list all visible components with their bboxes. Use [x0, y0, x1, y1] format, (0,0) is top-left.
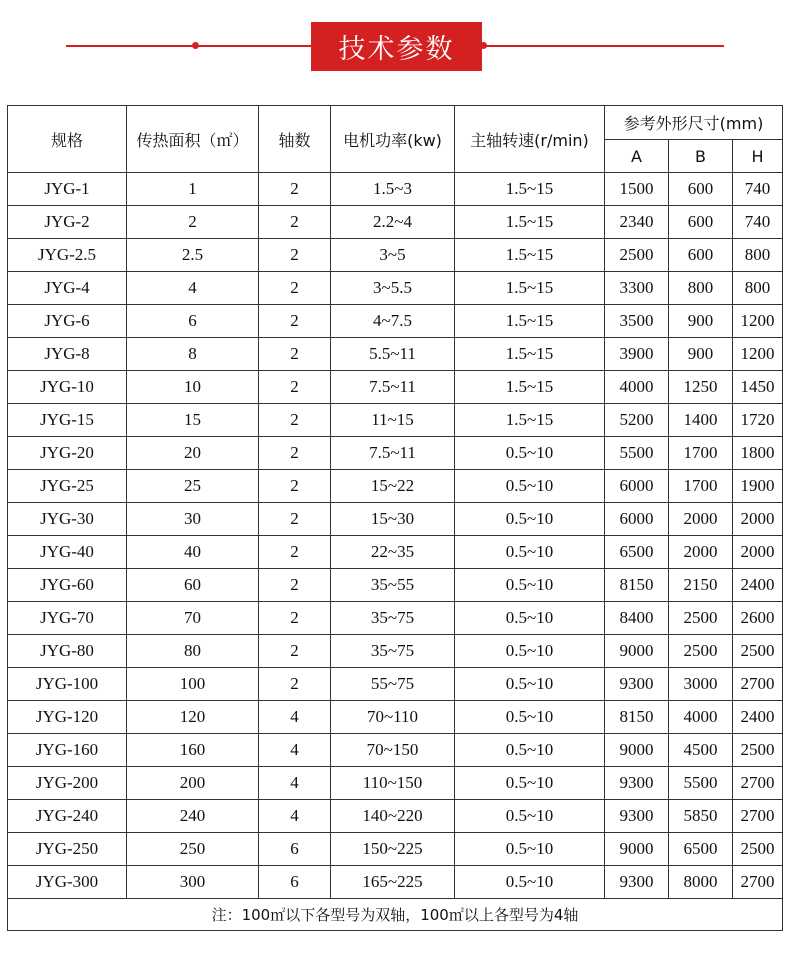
cell-dim-h: 2700 [733, 668, 783, 701]
header-speed: 主轴转速(r/min) [455, 106, 605, 173]
cell-power: 35~55 [331, 569, 455, 602]
cell-model: JYG-70 [8, 602, 127, 635]
cell-shafts: 6 [259, 833, 331, 866]
cell-power: 150~225 [331, 833, 455, 866]
cell-speed: 1.5~15 [455, 338, 605, 371]
cell-dim-a: 9000 [605, 734, 669, 767]
cell-dim-h: 1800 [733, 437, 783, 470]
cell-dim-h: 2400 [733, 569, 783, 602]
cell-power: 4~7.5 [331, 305, 455, 338]
table-row [8, 800, 783, 833]
cell-shafts: 2 [259, 569, 331, 602]
cell-model: JYG-200 [8, 767, 127, 800]
cell-dim-b: 900 [669, 305, 733, 338]
table-row [8, 470, 783, 503]
cell-dim-b: 800 [669, 272, 733, 305]
table-row [8, 602, 783, 635]
header-dim-a: A [605, 140, 669, 173]
cell-shafts: 4 [259, 734, 331, 767]
table-row [8, 404, 783, 437]
cell-dim-h: 1720 [733, 404, 783, 437]
cell-speed: 0.5~10 [455, 503, 605, 536]
cell-dim-h: 2600 [733, 602, 783, 635]
spec-table [7, 105, 783, 931]
cell-dim-h: 2700 [733, 866, 783, 899]
cell-dim-h: 2000 [733, 503, 783, 536]
cell-model: JYG-60 [8, 569, 127, 602]
table-row [8, 239, 783, 272]
cell-dim-a: 8150 [605, 569, 669, 602]
cell-model: JYG-4 [8, 272, 127, 305]
cell-speed: 1.5~15 [455, 305, 605, 338]
cell-area: 40 [127, 536, 259, 569]
cell-speed: 0.5~10 [455, 470, 605, 503]
cell-area: 2 [127, 206, 259, 239]
table-row [8, 536, 783, 569]
cell-model: JYG-300 [8, 866, 127, 899]
cell-power: 3~5.5 [331, 272, 455, 305]
cell-speed: 0.5~10 [455, 437, 605, 470]
table-row [8, 833, 783, 866]
spec-table-body [8, 173, 783, 899]
page-title: 技术参数 [311, 22, 482, 71]
table-row [8, 305, 783, 338]
title-dot-left [192, 42, 199, 49]
cell-dim-h: 2000 [733, 536, 783, 569]
cell-dim-h: 800 [733, 272, 783, 305]
cell-power: 1.5~3 [331, 173, 455, 206]
cell-model: JYG-40 [8, 536, 127, 569]
table-row [8, 503, 783, 536]
cell-dim-b: 600 [669, 239, 733, 272]
cell-speed: 0.5~10 [455, 767, 605, 800]
header-dim-h: H [733, 140, 783, 173]
table-row [8, 668, 783, 701]
cell-dim-b: 6500 [669, 833, 733, 866]
cell-speed: 1.5~15 [455, 404, 605, 437]
cell-dim-b: 2150 [669, 569, 733, 602]
cell-model: JYG-250 [8, 833, 127, 866]
cell-dim-a: 6000 [605, 470, 669, 503]
cell-dim-a: 2340 [605, 206, 669, 239]
cell-dim-h: 2700 [733, 767, 783, 800]
cell-area: 120 [127, 701, 259, 734]
cell-dim-b: 1700 [669, 470, 733, 503]
cell-speed: 0.5~10 [455, 734, 605, 767]
cell-model: JYG-20 [8, 437, 127, 470]
cell-dim-b: 600 [669, 173, 733, 206]
cell-area: 25 [127, 470, 259, 503]
table-row [8, 371, 783, 404]
cell-speed: 0.5~10 [455, 602, 605, 635]
table-row [8, 338, 783, 371]
cell-speed: 1.5~15 [455, 272, 605, 305]
cell-shafts: 2 [259, 503, 331, 536]
table-row [8, 701, 783, 734]
cell-dim-h: 1200 [733, 305, 783, 338]
cell-dim-h: 800 [733, 239, 783, 272]
cell-shafts: 2 [259, 668, 331, 701]
cell-shafts: 4 [259, 800, 331, 833]
cell-shafts: 2 [259, 338, 331, 371]
cell-dim-b: 2500 [669, 602, 733, 635]
cell-power: 70~110 [331, 701, 455, 734]
cell-model: JYG-6 [8, 305, 127, 338]
cell-dim-a: 9300 [605, 800, 669, 833]
cell-dim-a: 4000 [605, 371, 669, 404]
cell-dim-b: 5850 [669, 800, 733, 833]
cell-speed: 0.5~10 [455, 701, 605, 734]
cell-dim-h: 740 [733, 173, 783, 206]
cell-shafts: 2 [259, 470, 331, 503]
cell-power: 3~5 [331, 239, 455, 272]
cell-area: 60 [127, 569, 259, 602]
cell-area: 80 [127, 635, 259, 668]
table-row [8, 734, 783, 767]
cell-power: 35~75 [331, 602, 455, 635]
cell-shafts: 2 [259, 404, 331, 437]
cell-area: 10 [127, 371, 259, 404]
cell-shafts: 2 [259, 206, 331, 239]
cell-dim-b: 600 [669, 206, 733, 239]
cell-dim-h: 2500 [733, 734, 783, 767]
table-row [8, 206, 783, 239]
cell-dim-b: 1250 [669, 371, 733, 404]
header-dim-b: B [669, 140, 733, 173]
title-divider-right [478, 45, 724, 47]
cell-speed: 1.5~15 [455, 173, 605, 206]
cell-shafts: 4 [259, 767, 331, 800]
cell-speed: 0.5~10 [455, 800, 605, 833]
cell-dim-b: 900 [669, 338, 733, 371]
cell-area: 300 [127, 866, 259, 899]
cell-speed: 1.5~15 [455, 206, 605, 239]
cell-dim-h: 2400 [733, 701, 783, 734]
cell-dim-b: 4000 [669, 701, 733, 734]
cell-model: JYG-10 [8, 371, 127, 404]
header-shafts: 轴数 [259, 106, 331, 173]
cell-shafts: 2 [259, 371, 331, 404]
cell-model: JYG-120 [8, 701, 127, 734]
cell-power: 165~225 [331, 866, 455, 899]
cell-model: JYG-2.5 [8, 239, 127, 272]
title-banner [0, 0, 790, 100]
cell-power: 7.5~11 [331, 371, 455, 404]
header-dimensions: 参考外形尺寸(mm) [605, 106, 783, 140]
cell-dim-a: 3300 [605, 272, 669, 305]
cell-area: 250 [127, 833, 259, 866]
cell-dim-a: 5500 [605, 437, 669, 470]
cell-speed: 0.5~10 [455, 833, 605, 866]
cell-shafts: 2 [259, 602, 331, 635]
cell-shafts: 6 [259, 866, 331, 899]
cell-model: JYG-25 [8, 470, 127, 503]
cell-shafts: 4 [259, 701, 331, 734]
cell-shafts: 2 [259, 239, 331, 272]
cell-model: JYG-1 [8, 173, 127, 206]
cell-dim-a: 5200 [605, 404, 669, 437]
cell-power: 70~150 [331, 734, 455, 767]
cell-power: 5.5~11 [331, 338, 455, 371]
cell-model: JYG-2 [8, 206, 127, 239]
header-area: 传热面积（㎡） [127, 106, 259, 173]
cell-speed: 1.5~15 [455, 239, 605, 272]
cell-dim-b: 2000 [669, 536, 733, 569]
cell-speed: 0.5~10 [455, 635, 605, 668]
cell-dim-b: 2000 [669, 503, 733, 536]
cell-power: 22~35 [331, 536, 455, 569]
cell-model: JYG-240 [8, 800, 127, 833]
cell-area: 30 [127, 503, 259, 536]
table-row [8, 635, 783, 668]
header-model: 规格 [8, 106, 127, 173]
cell-area: 240 [127, 800, 259, 833]
cell-power: 35~75 [331, 635, 455, 668]
cell-dim-b: 5500 [669, 767, 733, 800]
cell-dim-a: 1500 [605, 173, 669, 206]
cell-dim-a: 3500 [605, 305, 669, 338]
cell-speed: 0.5~10 [455, 866, 605, 899]
cell-dim-a: 2500 [605, 239, 669, 272]
table-row [8, 569, 783, 602]
cell-area: 2.5 [127, 239, 259, 272]
cell-dim-a: 9300 [605, 866, 669, 899]
cell-area: 20 [127, 437, 259, 470]
cell-dim-b: 8000 [669, 866, 733, 899]
cell-model: JYG-160 [8, 734, 127, 767]
cell-dim-b: 2500 [669, 635, 733, 668]
cell-dim-a: 9000 [605, 833, 669, 866]
table-row [8, 173, 783, 206]
cell-dim-h: 2700 [733, 800, 783, 833]
cell-dim-a: 8400 [605, 602, 669, 635]
table-row [8, 866, 783, 899]
cell-power: 2.2~4 [331, 206, 455, 239]
cell-shafts: 2 [259, 536, 331, 569]
cell-power: 15~30 [331, 503, 455, 536]
cell-power: 7.5~11 [331, 437, 455, 470]
cell-speed: 0.5~10 [455, 569, 605, 602]
cell-shafts: 2 [259, 437, 331, 470]
cell-shafts: 2 [259, 173, 331, 206]
cell-dim-h: 2500 [733, 833, 783, 866]
title-divider-left [66, 45, 312, 47]
cell-speed: 0.5~10 [455, 536, 605, 569]
cell-dim-b: 1400 [669, 404, 733, 437]
header-power: 电机功率(kw) [331, 106, 455, 173]
cell-dim-h: 740 [733, 206, 783, 239]
cell-dim-h: 1450 [733, 371, 783, 404]
cell-dim-a: 9300 [605, 767, 669, 800]
cell-dim-a: 8150 [605, 701, 669, 734]
cell-power: 140~220 [331, 800, 455, 833]
cell-area: 15 [127, 404, 259, 437]
cell-power: 110~150 [331, 767, 455, 800]
cell-area: 1 [127, 173, 259, 206]
cell-model: JYG-30 [8, 503, 127, 536]
cell-dim-a: 6500 [605, 536, 669, 569]
cell-area: 8 [127, 338, 259, 371]
cell-dim-a: 3900 [605, 338, 669, 371]
cell-dim-a: 6000 [605, 503, 669, 536]
cell-area: 70 [127, 602, 259, 635]
cell-speed: 0.5~10 [455, 668, 605, 701]
cell-dim-b: 1700 [669, 437, 733, 470]
cell-dim-a: 9000 [605, 635, 669, 668]
cell-speed: 1.5~15 [455, 371, 605, 404]
table-row [8, 272, 783, 305]
cell-model: JYG-8 [8, 338, 127, 371]
cell-area: 200 [127, 767, 259, 800]
cell-dim-h: 1200 [733, 338, 783, 371]
cell-dim-b: 4500 [669, 734, 733, 767]
cell-power: 15~22 [331, 470, 455, 503]
cell-shafts: 2 [259, 635, 331, 668]
cell-dim-a: 9300 [605, 668, 669, 701]
table-row [8, 767, 783, 800]
cell-model: JYG-80 [8, 635, 127, 668]
table-row [8, 437, 783, 470]
cell-model: JYG-100 [8, 668, 127, 701]
cell-area: 100 [127, 668, 259, 701]
cell-shafts: 2 [259, 305, 331, 338]
table-note: 注：100㎡以下各型号为双轴，100㎡以上各型号为4轴 [8, 899, 783, 931]
cell-shafts: 2 [259, 272, 331, 305]
cell-area: 6 [127, 305, 259, 338]
cell-dim-b: 3000 [669, 668, 733, 701]
cell-area: 4 [127, 272, 259, 305]
cell-area: 160 [127, 734, 259, 767]
cell-dim-h: 1900 [733, 470, 783, 503]
cell-dim-h: 2500 [733, 635, 783, 668]
cell-model: JYG-15 [8, 404, 127, 437]
cell-power: 11~15 [331, 404, 455, 437]
cell-power: 55~75 [331, 668, 455, 701]
